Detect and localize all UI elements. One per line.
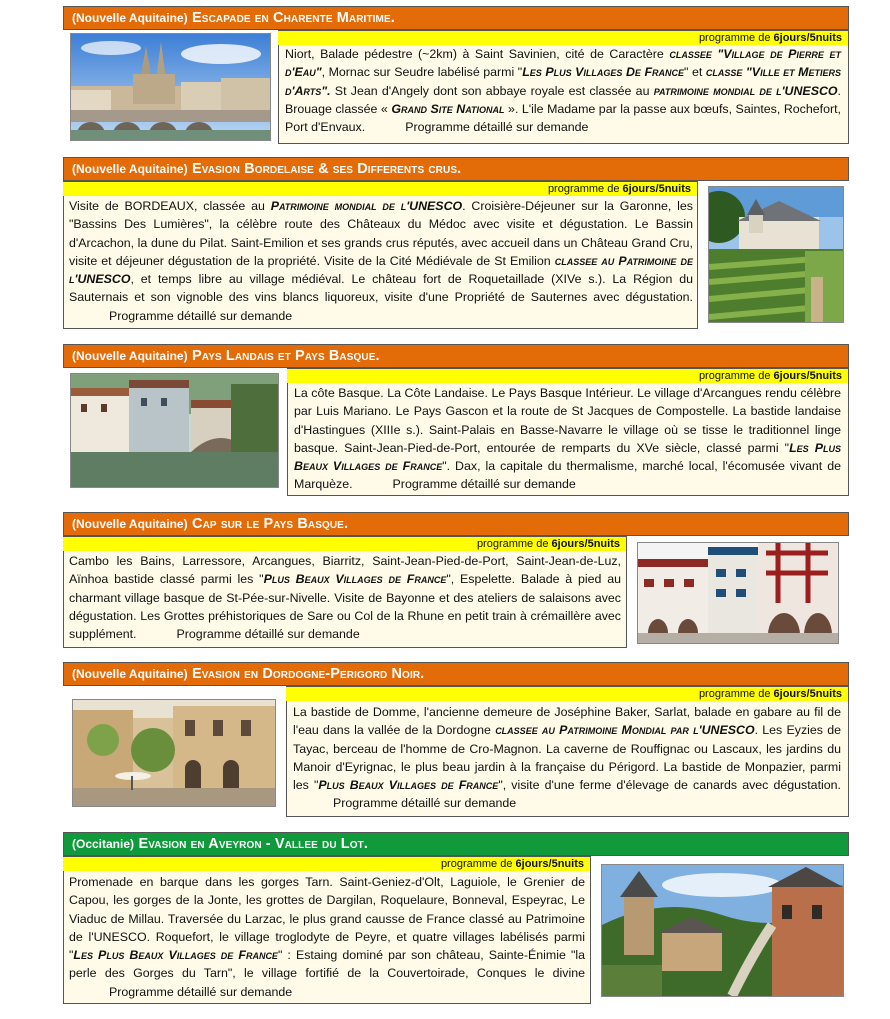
niort-church-bridge-photo [70, 33, 271, 141]
program-duration-label: programme de 6jours/5nuits [286, 687, 848, 701]
program-duration-label: programme de 6jours/5nuits [278, 31, 848, 45]
program-duration-label: programme de 6jours/5nuits [63, 537, 626, 551]
sarlat-street-photo [72, 699, 276, 807]
tour-header [63, 512, 849, 536]
tour-region: (Occitanie) [72, 837, 135, 851]
tour-description: Promenade en barque dans les gorges Tarn. Saint-Geniez-d'Olt, Laguiole, le Grenier de Capou, les gorges de la Jonte, les grottes de Dargilan, Roquelaure, Bonneval, Espeyrac, Le Viaduc de Millau. Traversée du Larzac, le plus grand causse de France classé au Patrimoine de l'UNESCO. Roquefort, le village troglodyte de Peyre, et quatre villages labélisés parmi "Les Plus Beaux Villages de France" : Estaing dominé par son château, Sainte-Énimie "la perle des Gorges du Tarn", le village fortifié de la Couvertoirade, Conques le divineProgramme détaillé sur demande [69, 873, 585, 1001]
tour-header [63, 6, 849, 30]
saint-jean-pied-de-port-photo [70, 373, 279, 488]
program-detail-note: Programme détaillé sur demande [176, 627, 360, 642]
program-detail-note: Programme détaillé sur demande [109, 984, 293, 999]
tour-header [63, 344, 849, 368]
program-duration-label: programme de 6jours/5nuits [63, 182, 697, 196]
tour-title: Evasion en Aveyron - Vallee du Lot. [138, 836, 368, 852]
tour-region: (Nouvelle Aquitaine) [72, 162, 188, 176]
tour-region: (Nouvelle Aquitaine) [72, 349, 188, 363]
tour-header [63, 157, 849, 181]
tour-title: Evasion en Dordogne-Perigord Noir. [192, 666, 425, 682]
tour-description: La bastide de Domme, l'ancienne demeure de Joséphine Baker, Sarlat, balade en gabare au fil de l'eau dans la vallée de la Dordogne classee au Patrimoine Mondial par l'UNESCO. Les Eyzies de Tayac, berceau de l'homme de Cro-Magnon. La caverne de Rouffignac ou Lascaux, les jardins du Manoir d'Eyrignac, le plus beau jardin à la française du Périgord. La bastide de Monpazier, parmi les "Plus Beaux Villages de France", visite d'une ferme d'élevage de canards avec dégustation.Programme détaillé sur demande [293, 703, 841, 813]
tour-description: Cambo les Bains, Larressore, Arcangues, Biarritz, Saint-Jean-Pied-de-Port, Saint-Jean-de-Luz, Aïnhoa bastide classé parmi les "Plus Beaux Villages de France", Espelette. Balade à pied au charmant village basque de St-Pée-sur-Nivelle. Visite de Bayonne et des ateliers de salaisons avec dégustation. Les Grottes préhistoriques de Sare ou Col de la Rhune en petit train à crémaillère avec supplément. Programme détaillé sur demande [69, 552, 621, 643]
conques-village-photo [601, 864, 844, 997]
bordeaux-chateau-vineyard-photo [708, 186, 844, 323]
tour-title: Pays Landais et Pays Basque. [192, 348, 380, 364]
program-detail-note: Programme détaillé sur demande [405, 120, 589, 135]
tour-header [63, 832, 849, 856]
tour-region: (Nouvelle Aquitaine) [72, 11, 188, 25]
tour-description: La côte Basque. La Côte Landaise. Le Pays Basque Intérieur. Le village d'Arcangues rendu célèbre par Luis Mariano. Le Pays Gascon et la route de St Jacques de Compostelle. La bastide landaise d'Hastingues (XIIIe s.). Saint-Palais en Basse-Navarre le village où se tisse le traditionnel linge basque. Saint-Jean-Pied-de-Port, entourée de remparts du XVe siècle, classé parmi "Les Plus Beaux Villages de France". Dax, la capitale du thermalisme, marché local, l'écomusée vivant de Marquèze. Programme détaillé sur demande [294, 384, 841, 494]
tour-title: Escapade en Charente Maritime. [192, 10, 395, 26]
tour-title: Evasion Bordelaise & ses Differents crus. [192, 161, 462, 177]
tour-title: Cap sur le Pays Basque. [192, 516, 349, 532]
program-duration-label: programme de 6jours/5nuits [63, 857, 590, 871]
tour-description: Niort, Balade pédestre (~2km) à Saint Savinien, cité de Caractère classee "Village de Pierre et d'Eau", Mornac sur Seudre labélisé parmi "Les Plus Villages De France" et classe "Ville et Metiers d'Arts". St Jean d'Angely dont son abbaye royale est classée au patrimoine mondial de l'UNESCO. Brouage classée « Grand Site National ». L'ile Madame par la passe aux bœufs, Saintes, Rochefort, Port d'Envaux. Programme détaillé sur demande [285, 45, 841, 136]
program-detail-note: Programme détaillé sur demande [333, 796, 517, 811]
program-duration-label: programme de 6jours/5nuits [287, 369, 848, 383]
tour-header [63, 662, 849, 686]
tour-description: Visite de BORDEAUX, classée au Patrimoine mondial de l'UNESCO. Croisière-Déjeuner sur la Garonne, les "Bassins Des Lumières", la célèbre route des Châteaux du Médoc avec visite et dégustation. Le Bassin d'Arcachon, la dune du Pilat. Saint-Emilion et ses grands crus réputés, avec accueil dans un Château Grand Cru, visite et déjeuner dégustation de la propriété. Visite de la Cité Médiévale de St Emilion classee au Patrimoine de l'UNESCO, et temps libre au village médiéval. Le château fort de Roquetaillade (XIVe s.). La Région du Sauternais et son vignoble des vins blancs liquoreux, visite d'une Propriété de Sauternes avec dégustation.Programme détaillé sur demande [69, 197, 693, 325]
program-detail-note: Programme détaillé sur demande [392, 477, 576, 492]
basque-houses-photo [637, 542, 839, 644]
program-detail-note: Programme détaillé sur demande [109, 308, 293, 323]
tour-region: (Nouvelle Aquitaine) [72, 667, 188, 681]
tour-region: (Nouvelle Aquitaine) [72, 517, 188, 531]
